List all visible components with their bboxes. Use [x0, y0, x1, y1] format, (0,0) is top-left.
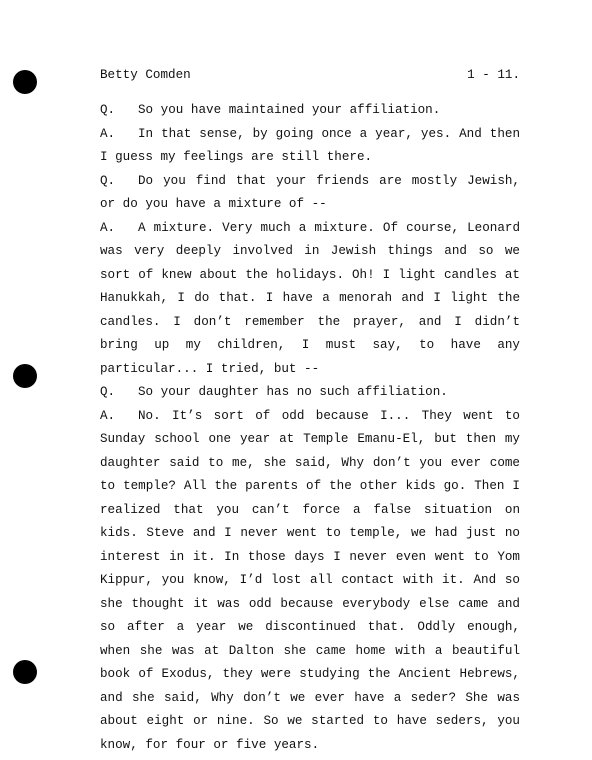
speaker-label: A. — [100, 408, 116, 423]
transcript-paragraph — [100, 405, 520, 758]
header-page-number: 1 - 11. — [467, 68, 520, 82]
speaker-label: A. — [100, 126, 116, 141]
binder-hole — [13, 70, 37, 94]
speaker-label: A. — [100, 220, 116, 235]
transcript-paragraph — [100, 123, 520, 170]
transcript-paragraph — [100, 217, 520, 382]
transcript-paragraph — [100, 99, 520, 123]
paragraph-text: So you have maintained your affiliation. — [138, 103, 441, 117]
header-author: Betty Comden — [100, 68, 191, 82]
speaker-label: Q. — [100, 385, 116, 399]
paragraph-text: So your daughter has no such affiliation. — [138, 385, 448, 399]
paragraph-text: No. It’s sort of odd because I... They went to Sunday school one year at Temple Emanu-El, but then my daughter said to me, she said, Why don’t you ever come to temple? All the parents of the other kids go. Then I realized that you can’t force a false situation on kids. Steve and I never went to temple, we had just no interest in it. In those days I never even went to Yom Kippur, you know, I’d lost all contact with it. And so she thought it was odd because everybody else came and so after a year we discontinued that. Oddly enough, when she was at Dalton she came home with a beautiful book of Exodus, they were studying the Ancient Hebrews, and she said, Why don’t we ever have a seder? She was about eight or nine. So we started to have seders, you know, for four or five years. — [100, 408, 520, 752]
transcript-paragraph — [100, 381, 520, 405]
speaker-label: Q. — [100, 173, 116, 188]
paragraph-text: In that sense, by going once a year, yes. And then I guess my feelings are still there. — [100, 126, 520, 164]
binder-hole — [13, 660, 37, 684]
paragraph-text: A mixture. Very much a mixture. Of course, Leonard was very deeply involved in Jewish things and so we sort of knew about the holidays. Oh! I light candles at Hanukkah, I do that. I have a menorah and I light the candles. I don’t remember the prayer, and I didn’t bring up my children, I must say, to have any particular... I tried, but -- — [100, 220, 520, 376]
paragraph-text: Do you find that your friends are mostly Jewish, or do you have a mixture of -- — [100, 173, 520, 211]
transcript-body — [100, 99, 520, 757]
transcript-paragraph — [100, 170, 520, 217]
speaker-label: Q. — [100, 103, 116, 117]
binder-hole — [13, 364, 37, 388]
